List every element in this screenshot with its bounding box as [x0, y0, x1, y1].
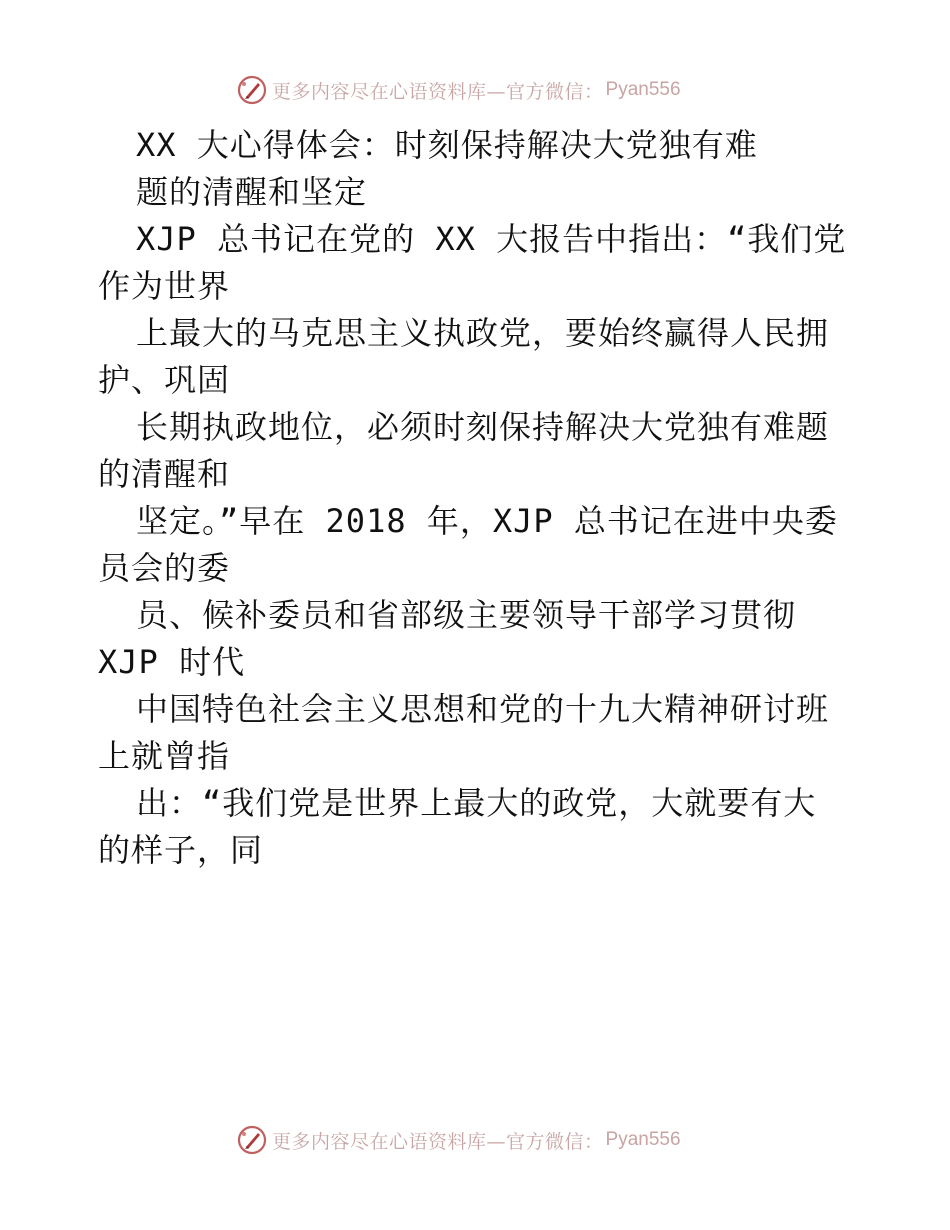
text-line: 出：“我们党是世界上最大的政党，大就要有大: [136, 784, 817, 822]
body-text: [98, 122, 858, 874]
text-line: XJP 时代: [98, 643, 246, 681]
footer-banner: [236, 1122, 681, 1158]
text-line: 长期执政地位，必须时刻保持解决大党独有难题: [136, 408, 830, 446]
text-line: 员会的委: [98, 549, 231, 587]
text-line: XX 大心得体会：时刻保持解决大党独有难: [136, 126, 758, 164]
footer-banner-id: Pyan556: [605, 1129, 681, 1150]
text-line: 上就曾指: [98, 737, 231, 775]
header-banner: [236, 72, 681, 108]
text-line: 题的清醒和坚定: [136, 173, 368, 211]
text-line: 中国特色社会主义思想和党的十九大精神研讨班: [136, 690, 830, 728]
text-line: 的清醒和: [98, 455, 231, 493]
text-line: 护、巩固: [98, 361, 231, 399]
text-line: XJP 总书记在党的 XX 大报告中指出：“我们党: [136, 220, 847, 258]
pen-nib-logo-icon: [236, 74, 268, 106]
header-banner-id: Pyan556: [605, 79, 681, 100]
text-line: 员、候补委员和省部级主要领导干部学习贯彻: [136, 596, 797, 634]
text-line: 上最大的马克思主义执政党，要始终赢得人民拥: [136, 314, 830, 352]
header-banner-text: 更多内容尽在心语资料库—官方微信：: [272, 80, 604, 103]
text-line: 作为世界: [98, 267, 231, 305]
text-line: 的样子，同: [98, 831, 264, 869]
pen-nib-logo-icon: [236, 1124, 268, 1156]
footer-banner-text: 更多内容尽在心语资料库—官方微信：: [272, 1130, 604, 1153]
text-line: 坚定。”早在 2018 年，XJP 总书记在进中央委: [136, 502, 838, 540]
